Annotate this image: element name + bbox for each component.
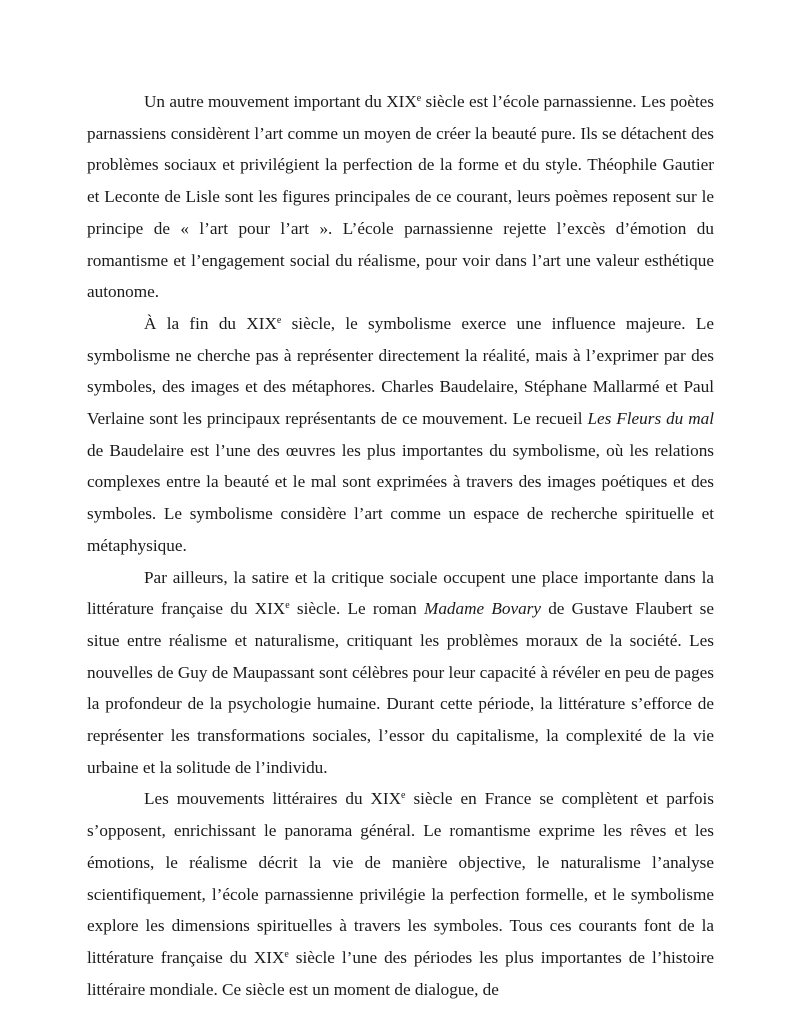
ordinal-superscript: e [416,93,422,104]
text-run: siècle l’une des périodes les plus importantes de l’histoire littéraire mondiale. Ce siècle est un moment de dialogue, de [87,947,714,999]
text-run: siècle est l’école parnassienne. Les poètes parnassiens considèrent l’art comme un moyen de créer la beauté pure. Ils se détachent des problèmes sociaux et privilégient la perfection de la forme et du style. Théophile Gautier et Leconte de Lisle sont les figures principales de ce courant, leurs poèmes reposent sur le principe de « l’art pour l’art ». L’école parnassienne rejette l’excès d’émotion du romantisme et l’engagement social du réalisme, pour voir dans l’art une valeur esthétique autonome. [87,92,714,302]
work-title: Les Fleurs du mal [587,409,714,429]
text-run: siècle, le symbolisme exerce une influence majeure. Le symbolisme ne cherche pas à représenter directement la réalité, mais à l’exprimer par des symboles, des images et des métaphores. Charles Baudelaire, Stéphane Mallarmé et Paul Verlaine sont les principaux représentants de ce mouvement. Le recueil [87,313,714,429]
text-run: de Baudelaire est l’une des œuvres les plus importantes du symbolisme, où les relations complexes entre la beauté et le mal sont exprimées à travers des images poétiques et des symboles. Le symbolisme considère l’art comme un espace de recherche spirituelle et métaphysique. [87,440,714,555]
paragraph-symbolism [87,308,714,562]
text-run: Un autre mouvement important du XIX [144,92,417,111]
ordinal-superscript: e [285,600,290,612]
ordinal-superscript: e [284,948,289,960]
text-run: de Gustave Flaubert se situe entre réalisme et naturalisme, critiquant les problèmes moraux de la société. Les nouvelles de Guy de Maupassant sont célèbres pour leur capacité à révéler en peu de pages la profondeur de la psychologie humaine. Durant cette période, la littérature s’efforce de représenter les transformations sociales, l’essor du capitalisme, la complexité de la vie urbaine et la solitude de l’individu. [87,599,715,777]
ordinal-superscript: e [276,314,282,326]
paragraph-parnassianism [87,86,714,308]
paragraph-synthesis [87,783,714,1005]
text-run: siècle. Le roman [289,599,424,619]
paragraph-social-critique [87,562,714,784]
ordinal-superscript: e [401,790,406,802]
text-run: À la fin du XIX [144,313,277,333]
body-text [87,86,714,1005]
text-run: siècle en France se complètent et parfois s’opposent, enrichissant le panorama général. Le romantisme exprime les rêves et les émotions, le réalisme décrit la vie de manière objective, le naturalisme l’analyse scientifiquement, l’école parnassienne privilégie la perfection formelle, et le symbolisme explore les dimensions spirituelles à travers les symboles. Tous ces courants font de la littérature française du XIX [87,789,714,967]
text-run: Les mouvements littéraires du XIX [144,789,402,809]
work-title: Madame Bovary [424,599,541,619]
text-run: Par ailleurs, la satire et la critique sociale occupent une place importante dans la littérature française du XIX [87,567,714,619]
